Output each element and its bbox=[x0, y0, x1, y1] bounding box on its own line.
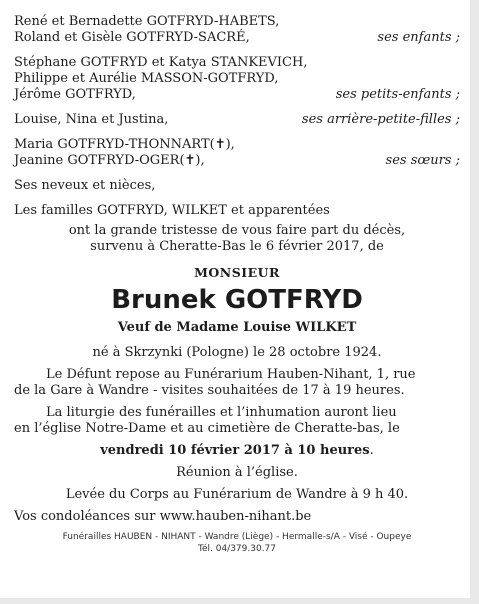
announcement bbox=[14, 223, 460, 255]
ceremony-date-suffix: . bbox=[369, 443, 374, 458]
widower-line: Veuf de Madame Louise WILKET bbox=[117, 320, 357, 335]
family-grandchildren bbox=[14, 55, 460, 103]
deceased-title: MONSIEUR bbox=[194, 265, 280, 280]
nephews-line: Ses neveux et nièces, bbox=[14, 178, 156, 193]
deceased-name: Brunek GOTFRYD bbox=[111, 285, 363, 315]
liturgy-paragraph bbox=[14, 405, 460, 437]
liturgy-line: en l’église Notre-Dame et au cimetière de Cheratte-bas, le bbox=[14, 421, 400, 436]
family-line: Jeanine GOTFRYD-OGER(✝), bbox=[14, 153, 205, 168]
family-line: Philippe et Aurélie MASSON-GOTFRYD, bbox=[14, 71, 279, 86]
footer-line: Funérailles HAUBEN - NIHANT - Wandre (Liège) - Hermalle-s/A - Visé - Oupeye bbox=[62, 532, 412, 542]
ceremony-date bbox=[14, 443, 460, 459]
liturgy-line: La liturgie des funérailles et l’inhumation auront lieu bbox=[46, 405, 397, 420]
family-line: Roland et Gisèle GOTFRYD-SACRÉ, bbox=[14, 30, 250, 45]
meeting-line: Réunion à l’église. bbox=[176, 465, 298, 480]
condolences-line: Vos condoléances sur www.hauben-nihant.be bbox=[14, 509, 312, 524]
family-line: Jérôme GOTFRYD, bbox=[14, 87, 136, 102]
ceremony-date-bold: vendredi 10 février 2017 à 10 heures bbox=[100, 443, 370, 458]
family-line: Louise, Nina et Justina, bbox=[14, 112, 169, 127]
relation-label: ses arrière-petite-filles ; bbox=[301, 112, 460, 127]
family-line: René et Bernadette GOTFRYD-HABETS, bbox=[14, 14, 280, 29]
funerarium-paragraph bbox=[14, 367, 460, 399]
relation-label: ses enfants ; bbox=[377, 30, 460, 45]
family-line: Stéphane GOTFRYD et Katya STANKEVICH, bbox=[14, 55, 308, 70]
funerarium-line: Le Défunt repose au Funérarium Hauben-Nihant, 1, rue bbox=[46, 367, 416, 382]
relation-label: ses sœurs ; bbox=[385, 153, 460, 168]
birth-line: né à Skrzynki (Pologne) le 28 octobre 1924. bbox=[92, 345, 382, 360]
families-line: Les familles GOTFRYD, WILKET et apparentées bbox=[14, 203, 330, 218]
funerarium-line: de la Gare à Wandre - visites souhaitées de 17 à 19 heures. bbox=[14, 383, 405, 398]
family-children bbox=[14, 14, 460, 46]
relation-label: ses petits-enfants ; bbox=[335, 87, 460, 102]
funeral-home-footer bbox=[14, 531, 460, 555]
family-sisters bbox=[14, 137, 460, 169]
announcement-line: survenu à Cheratte-Bas le 6 février 2017, de bbox=[90, 239, 384, 254]
levee-line: Levée du Corps au Funérarium de Wandre à 9 h 40. bbox=[65, 487, 409, 502]
family-line: Maria GOTFRYD-THONNART(✝), bbox=[14, 137, 235, 152]
footer-phone: Tél. 04/379.30.77 bbox=[197, 544, 277, 554]
announcement-line: ont la grande tristesse de vous faire part du décès, bbox=[68, 223, 406, 238]
family-great-grandchildren bbox=[14, 112, 460, 128]
